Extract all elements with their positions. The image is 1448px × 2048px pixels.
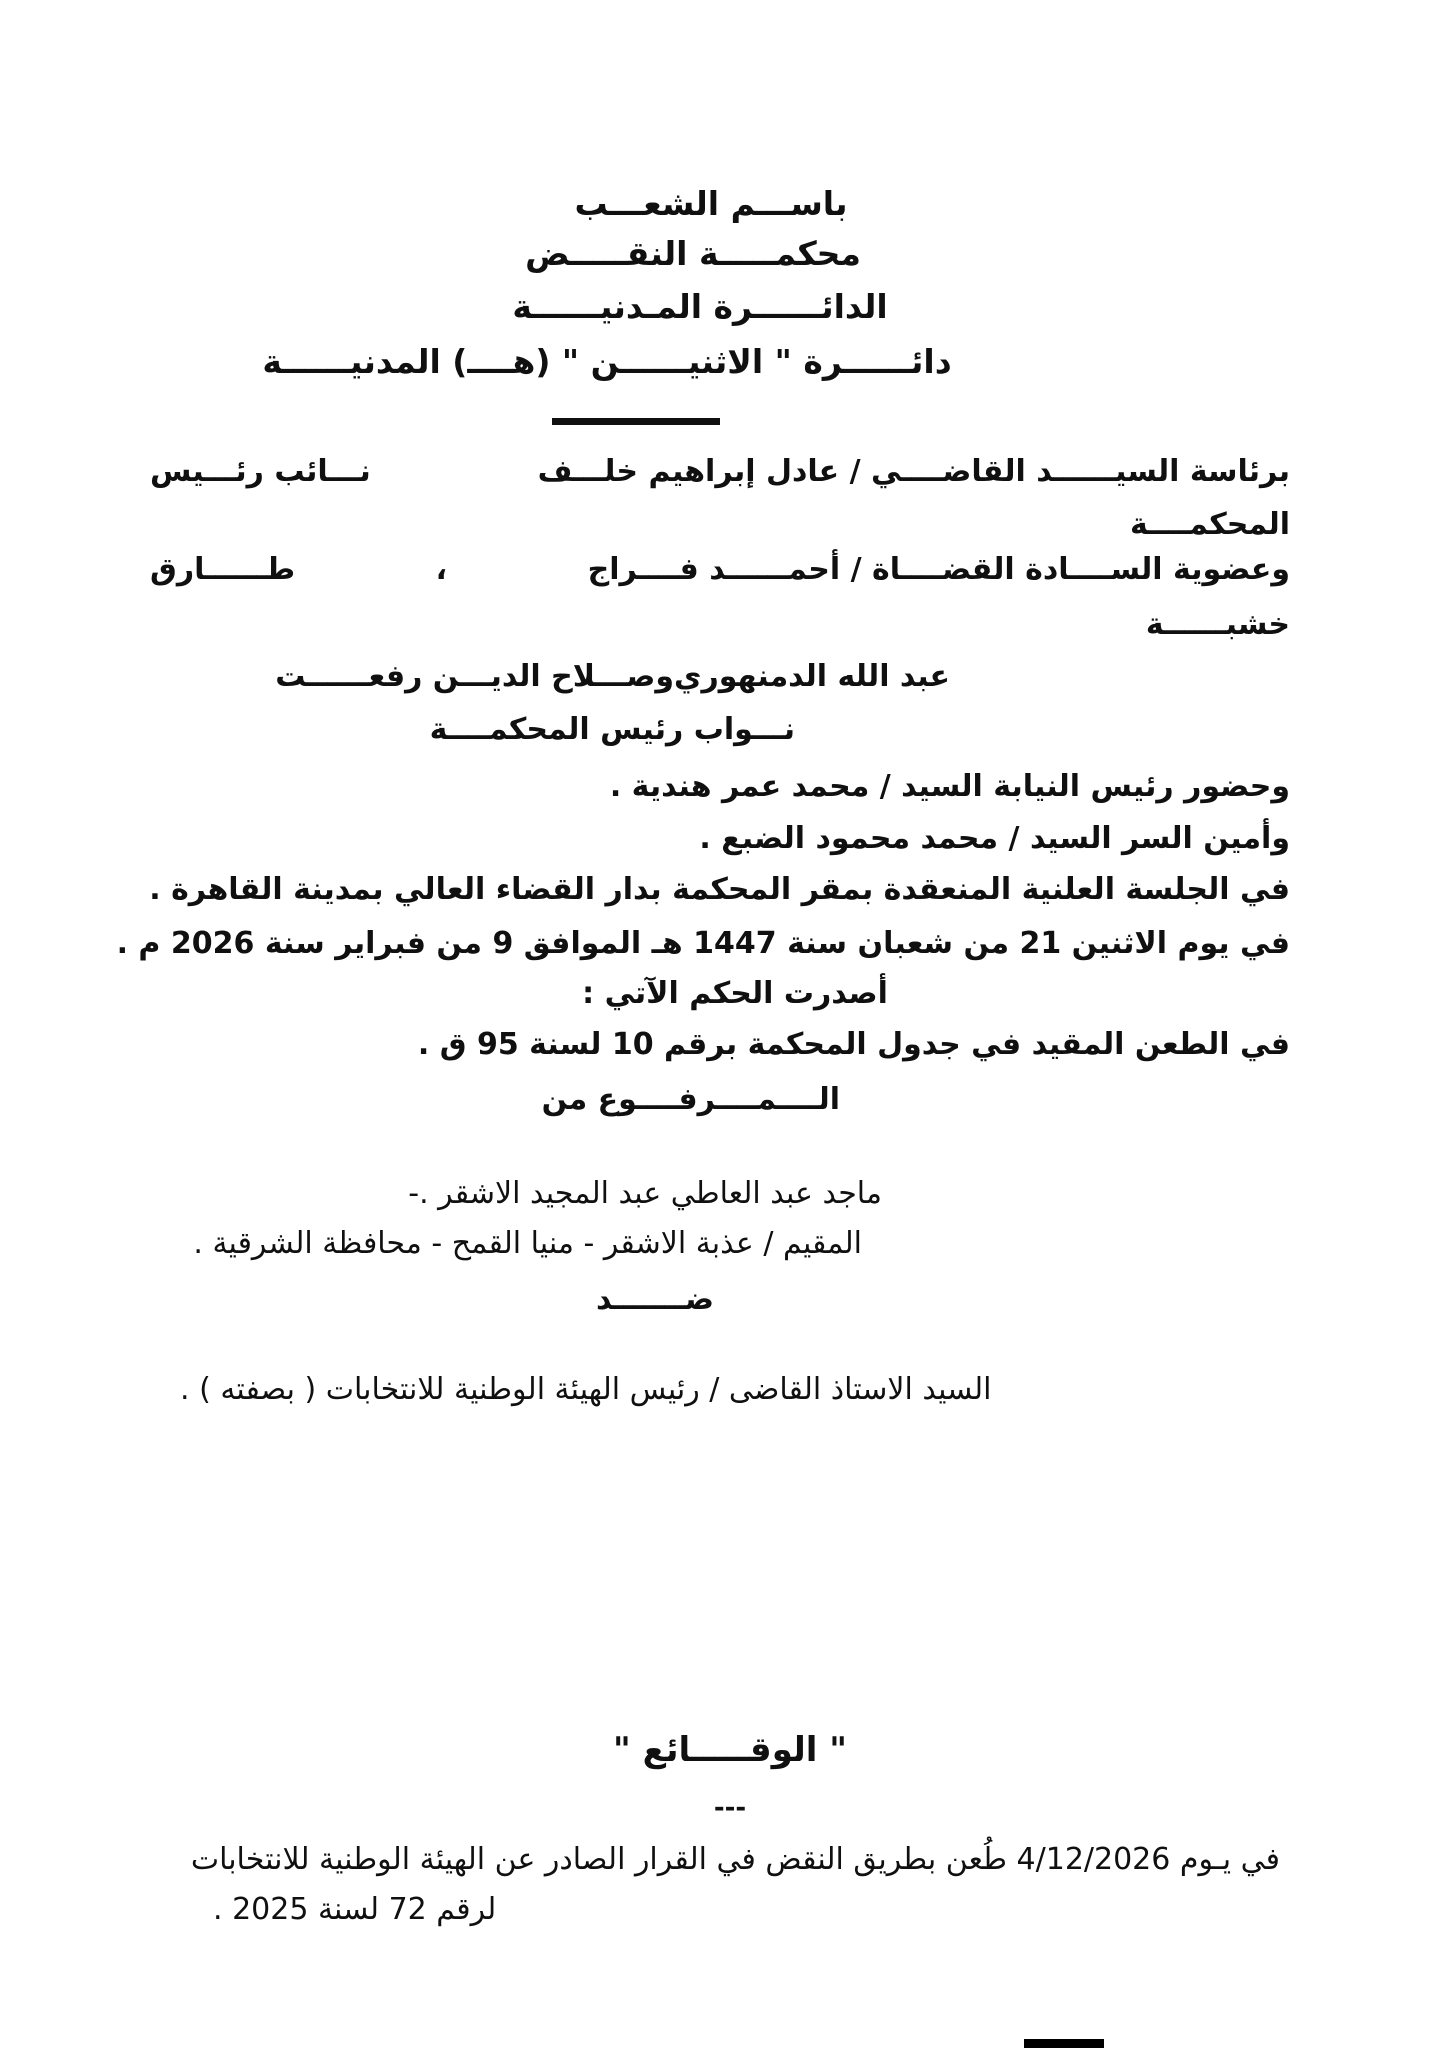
header-court-name: محكمـــــة النقـــــض xyxy=(525,234,861,273)
bench-presiding-line xyxy=(150,450,1290,496)
session-date: في يوم الاثنين 21 من شعبان سنة 1447 هـ الموافق 9 من فبراير سنة 2026 م . xyxy=(116,926,1290,961)
appellant-bullet-dash: - xyxy=(408,1176,420,1211)
session-location: في الجلسة العلنية المنعقدة بمقر المحكمة بدار القضاء العالي بمدينة القاهرة . xyxy=(149,872,1290,907)
member-judge-first: وعضوية الســــادة القضــــاة / أحمــــــد فــــراج xyxy=(587,552,1290,587)
member-judge-second: طــــــارق xyxy=(150,552,296,587)
members-conjunction: و xyxy=(655,659,674,694)
appellant-name: ماجد عبد العاطي عبد المجيد الاشقر . xyxy=(419,1176,882,1211)
header-circuit: الدائــــــرة المـدنيــــــة xyxy=(512,287,888,326)
court-secretary: وأمين السر السيد / محمد محمود الضبع . xyxy=(699,821,1290,856)
presiding-judge-title-wrap: المحكمــــة xyxy=(1129,507,1290,542)
member-judge-fourth: صـــلاح الديـــن رفعــــــت xyxy=(275,659,656,694)
header-in-the-name-of-the-people: باســـم الشعـــب xyxy=(574,184,848,223)
bench-members-line xyxy=(150,548,1290,594)
members-role: نـــواب رئيس المحكمــــة xyxy=(429,712,795,747)
header-divider-rule xyxy=(552,418,720,425)
page-corner-mark xyxy=(1024,2039,1104,2048)
facts-paragraph-line1: في يـوم 4/12/2026 طُعن بطريق النقض في القرار الصادر عن الهيئة الوطنية للانتخابات xyxy=(190,1842,1280,1877)
bench-members-line2 xyxy=(275,655,950,701)
case-reference: في الطعن المقيد في جدول المحكمة برقم 10 لسنة 95 ق . xyxy=(417,1027,1290,1062)
facts-heading: " الوقـــــائع " xyxy=(613,1730,847,1770)
presiding-judge-title: نـــائب رئـــيس xyxy=(150,454,371,489)
appellant-line xyxy=(408,1172,882,1218)
prosecution-attendance: وحضور رئيس النيابة السيد / محمد عمر هندية . xyxy=(609,769,1290,804)
versus-heading: ضـــــــد xyxy=(595,1282,715,1317)
header-circuit-detail: دائــــــرة " الاثنيــــــن " (هــــ) المدنيــــــة xyxy=(262,342,952,381)
issued-ruling-heading: أصدرت الحكم الآتي : xyxy=(582,976,888,1011)
member-judge-third: عبد الله الدمنهوري xyxy=(673,659,950,694)
facts-paragraph-line2: لرقم 72 لسنة 2025 . xyxy=(213,1892,497,1927)
facts-separator: --- xyxy=(713,1793,747,1823)
presiding-judge: برئاسة السيــــــد القاضــــي / عادل إبراهيم خلـــف xyxy=(537,454,1290,489)
respondent-line: السيد الاستاذ القاضى / رئيس الهيئة الوطنية للانتخابات ( بصفته ) . xyxy=(180,1372,992,1407)
members-comma: ، xyxy=(435,552,448,587)
appellant-address: المقيم / عذبة الاشقر - منيا القمح - محافظة الشرقية . xyxy=(193,1226,862,1261)
raised-by-heading: الــــمــــرفــــوع من xyxy=(541,1082,840,1117)
member-judge-second-wrap: خشبــــــة xyxy=(1145,607,1290,642)
